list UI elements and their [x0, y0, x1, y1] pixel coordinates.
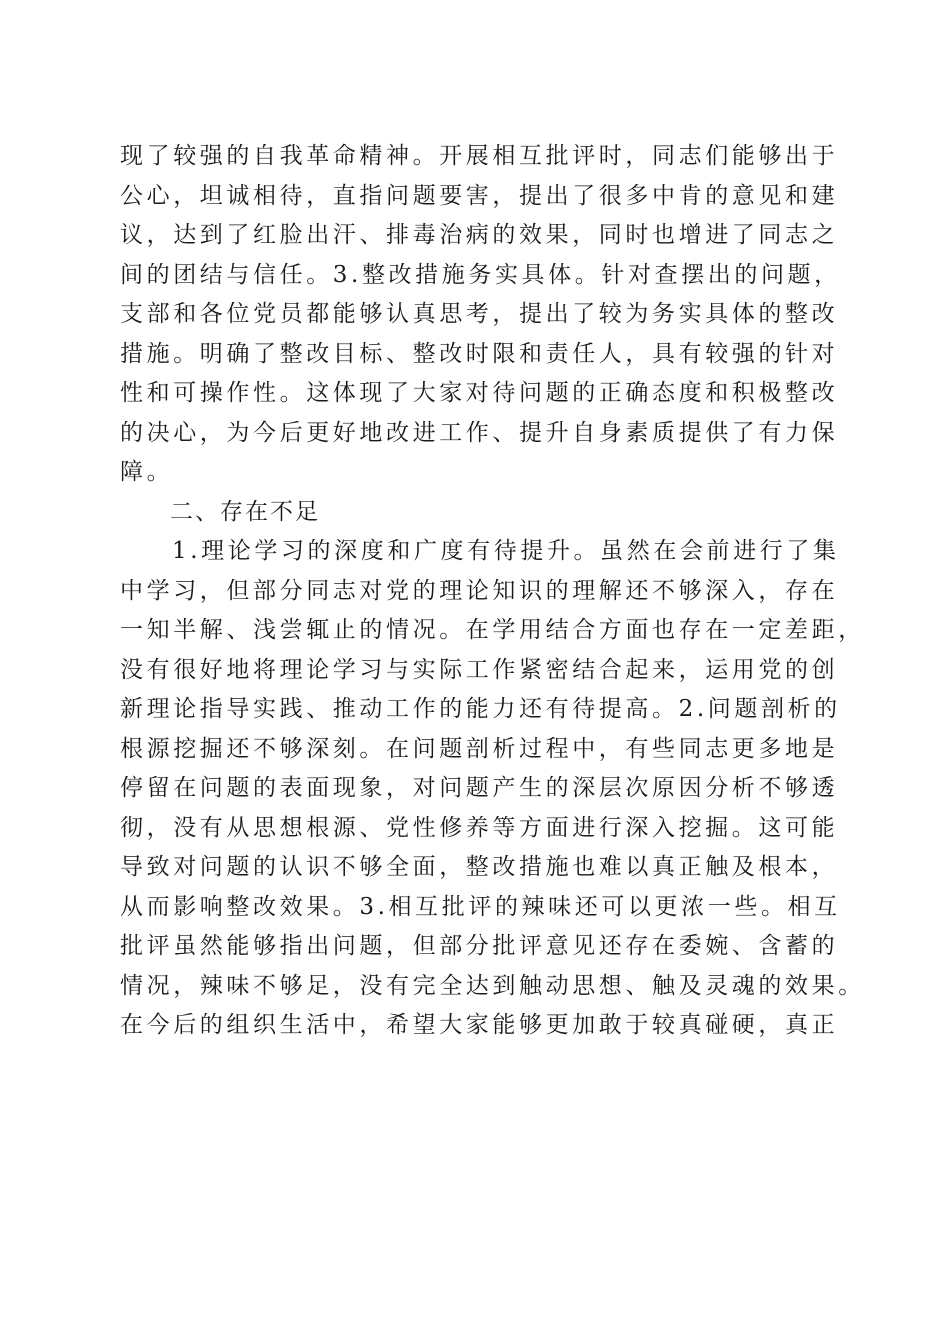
paragraph-2-line: 从而影响整改效果。3.相互批评的辣味还可以更浓一些。相互: [120, 893, 841, 920]
paragraph-1-line: 的决心，为今后更好地改进工作、提升自身素质提供了有力保: [120, 419, 839, 446]
paragraph-2-line: 情况，辣味不够足，没有完全达到触动思想、触及灵魂的效果。: [120, 972, 865, 999]
paragraph-2-line: 批评虽然能够指出问题，但部分批评意见还存在委婉、含蓄的: [120, 933, 839, 959]
body-text: [120, 137, 865, 1046]
paragraph-2-line: 停留在问题的表面现象，对问题产生的深层次原因分析不够透: [120, 775, 839, 801]
paragraph-2-line: 一知半解、浅尝辄止的情况。在学用结合方面也存在一定差距，: [120, 617, 865, 643]
paragraph-2-line: 新理论指导实践、推动工作的能力还有待提高。2.问题剖析的: [120, 696, 841, 722]
paragraph-1-line: 议，达到了红脸出汗、排毒治病的效果，同时也增进了同志之: [120, 222, 839, 248]
paragraph-2-line: 中学习，但部分同志对党的理论知识的理解还不够深入，存在: [120, 577, 839, 604]
paragraph-1-line: 现了较强的自我革命精神。开展相互批评时，同志们能够出于: [120, 143, 839, 169]
paragraph-1-line: 障。: [120, 459, 174, 485]
paragraph-2-line: 彻，没有从思想根源、党性修养等方面进行深入挖掘。这可能: [120, 814, 839, 841]
paragraph-1-line: 性和可操作性。这体现了大家对待问题的正确态度和积极整改: [120, 380, 839, 406]
paragraph-1-line: 支部和各位党员都能够认真思考，提出了较为务实具体的整改: [120, 301, 839, 327]
section-heading: 二、存在不足: [170, 498, 320, 525]
paragraph-2-line: 根源挖掘还不够深刻。在问题剖析过程中，有些同志更多地是: [120, 735, 839, 762]
paragraph-1-line: 措施。明确了整改目标、整改时限和责任人，具有较强的针对: [120, 340, 839, 367]
paragraph-1-line: 公心，坦诚相待，直指问题要害，提出了很多中肯的意见和建: [120, 182, 839, 209]
paragraph-2-line: 在今后的组织生活中，希望大家能够更加敢于较真碰硬，真正: [120, 1012, 839, 1038]
paragraph-2-line: 导致对问题的认识不够全面，整改措施也难以真正触及根本，: [120, 854, 839, 880]
paragraph-2-line: 没有很好地将理论学习与实际工作紧密结合起来，运用党的创: [120, 656, 839, 683]
paragraph-1-line: 间的团结与信任。3.整改措施务实具体。针对查摆出的问题，: [120, 261, 841, 288]
paragraph-2-line: 1.理论学习的深度和广度有待提升。虽然在会前进行了集: [172, 538, 840, 564]
